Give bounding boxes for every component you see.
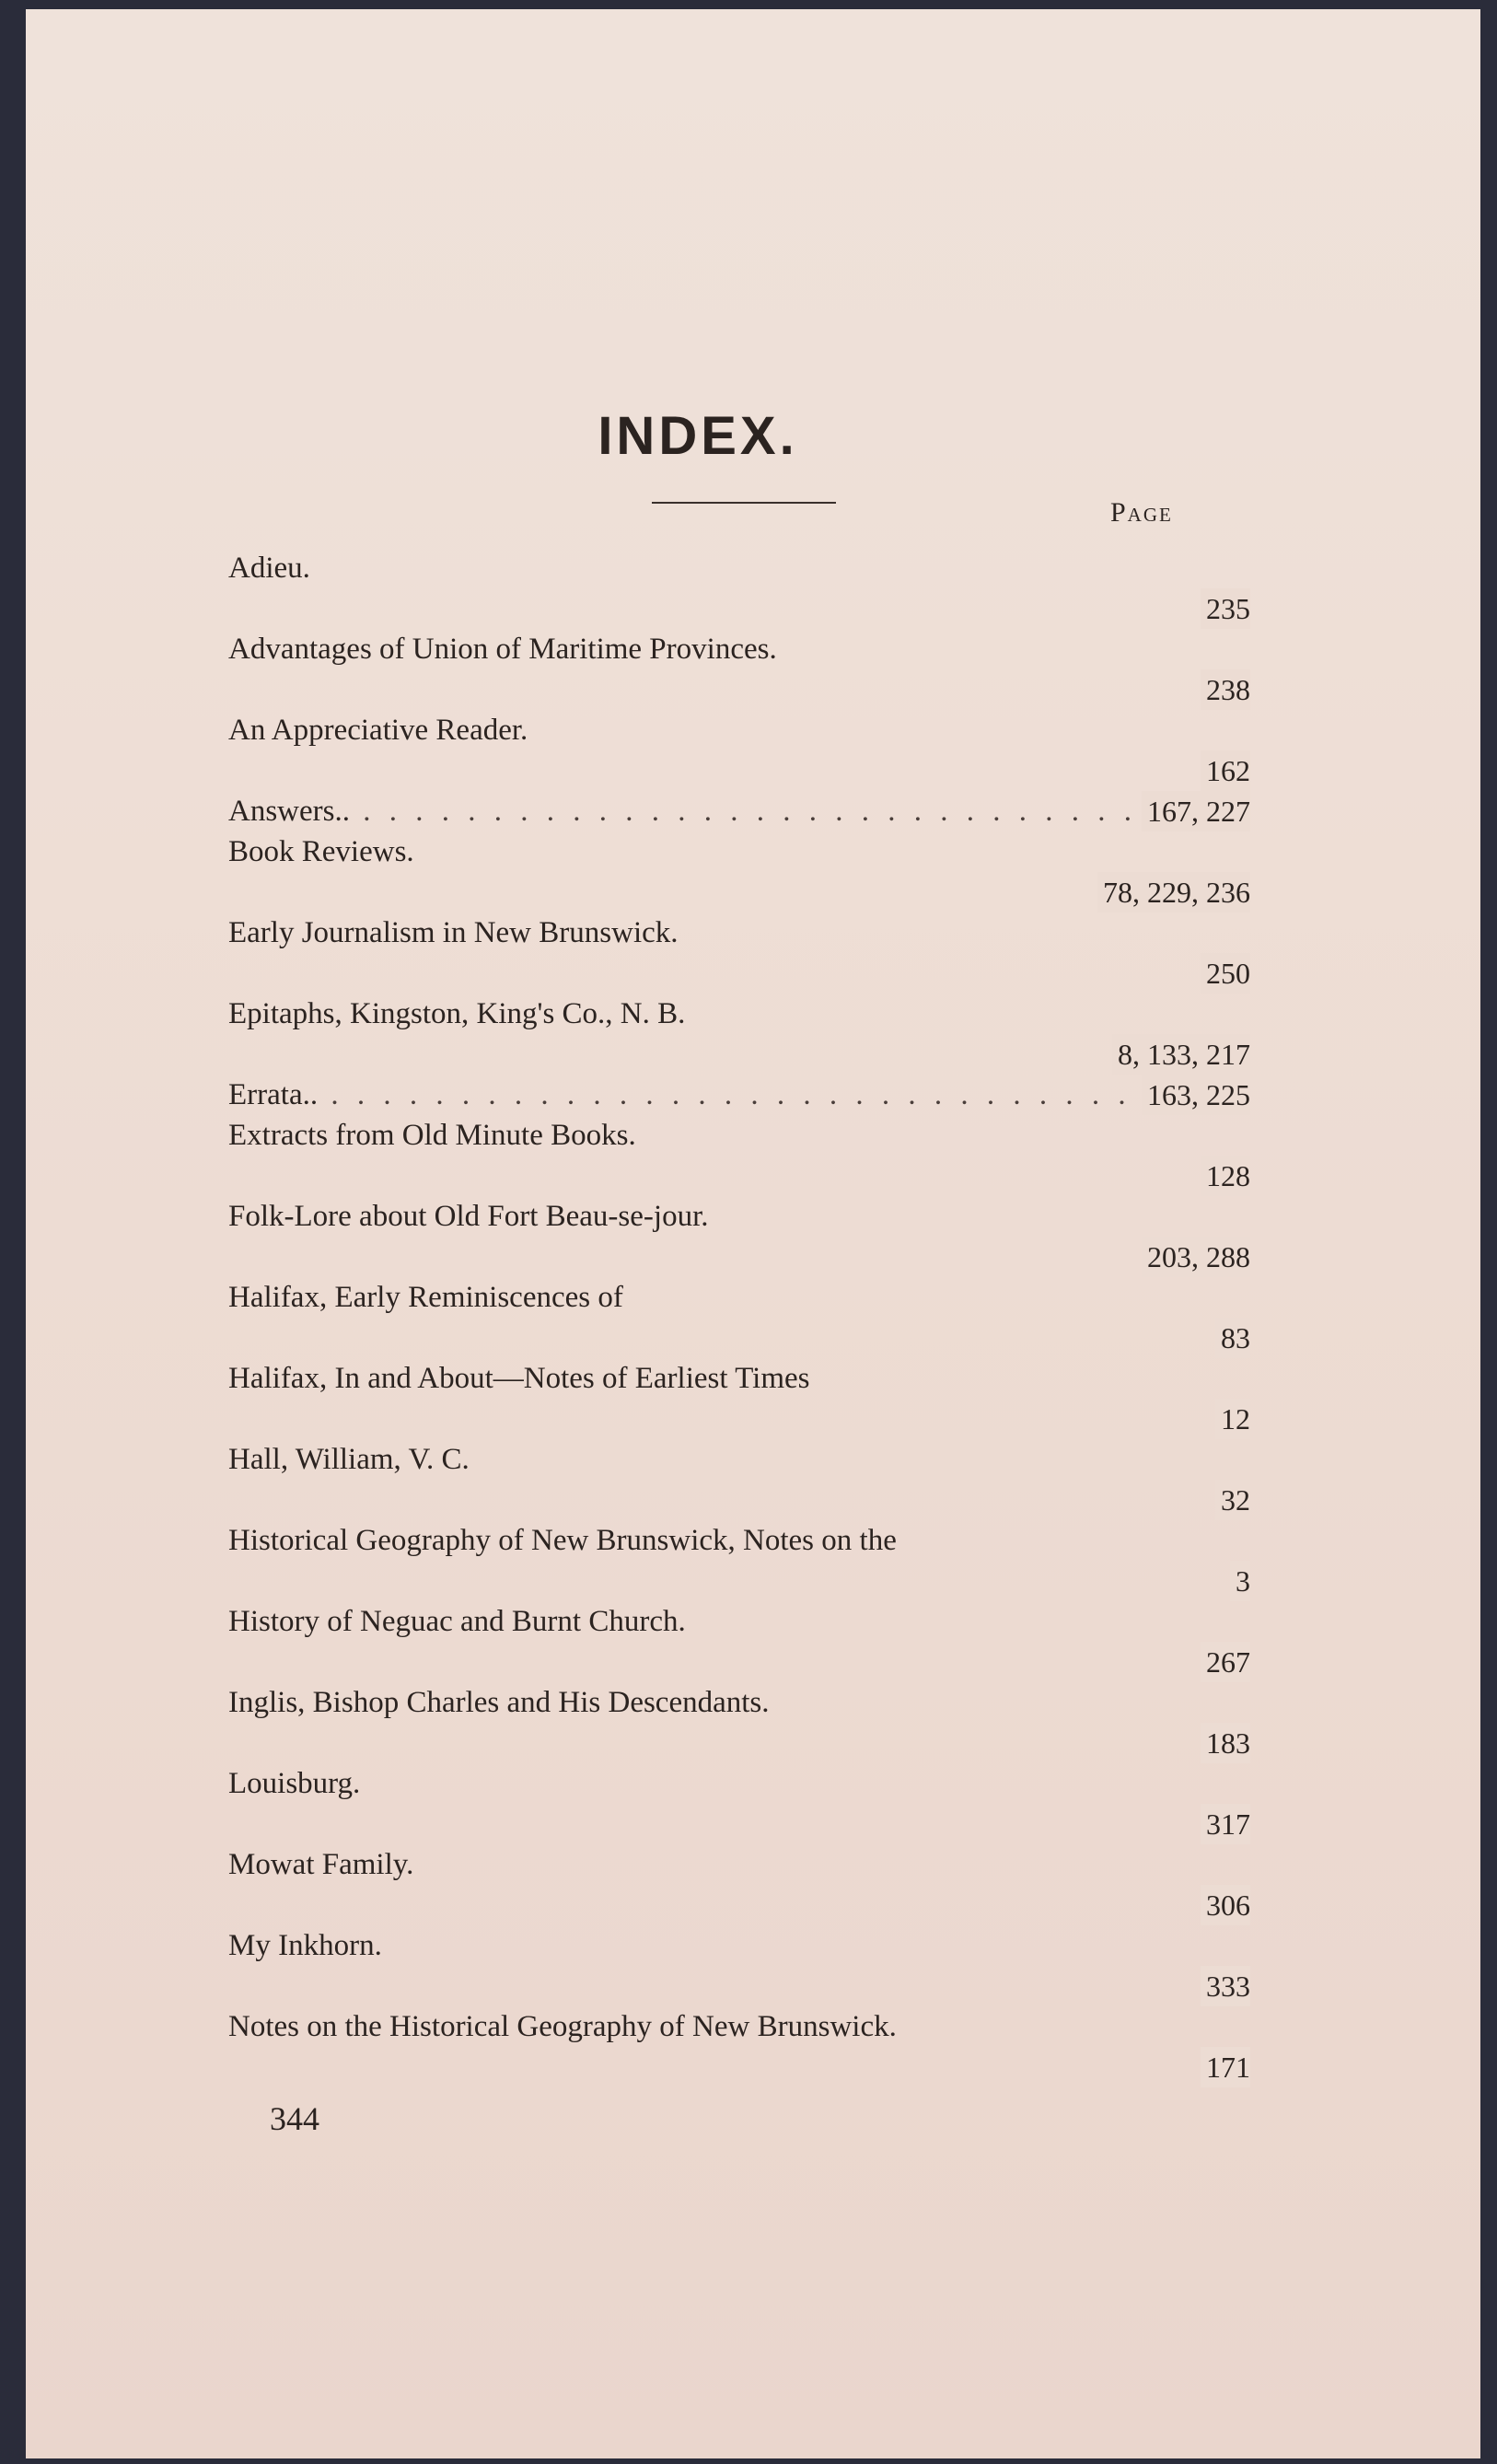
index-entry [228,791,1250,831]
entry-pages: 162 [1201,750,1250,791]
entry-title: Mowat Family. [228,1848,414,1881]
entry-title: Epitaphs, Kingston, King's Co., N. B. [228,997,686,1030]
entry-pages: 163, 225 [1142,1075,1250,1115]
entry-title: Hall, William, V. C. [228,1443,470,1476]
entry-pages: 250 [1201,953,1250,994]
index-entry [228,1844,1250,1925]
book-page [26,9,1480,2458]
entry-pages: 317 [1201,1804,1250,1844]
entry-pages: 235 [1201,588,1250,629]
entry-pages: 267 [1201,1642,1250,1682]
entry-title: Halifax, In and About—Notes of Earliest Times [228,1362,810,1395]
entry-pages: 167, 227 [1142,791,1250,831]
entry-title: Answers.. . . . [228,791,1232,831]
entry-pages: 128 [1201,1156,1250,1196]
index-entry [228,1520,1250,1601]
index-entry [228,2006,1250,2087]
entry-title: Halifax, Early Reminiscences of [228,1281,623,1314]
entry-title: Errata.. . . . [228,1075,1232,1115]
entry-title: History of Neguac and Burnt Church. [228,1605,686,1638]
entry-pages: 83 [1215,1318,1250,1358]
entry-pages: 183 [1201,1723,1250,1763]
entry-title: Historical Geography of New Brunswick, Notes on the [228,1524,897,1557]
entry-pages: 238 [1201,669,1250,710]
page-title: INDEX. [598,406,798,466]
title-rule [652,502,836,504]
entry-title: My Inkhorn. [228,1929,382,1962]
index-entry [228,1682,1250,1763]
entry-pages: 78, 229, 236 [1097,872,1250,912]
entry-title: Louisburg. [228,1767,361,1800]
entry-title: Early Journalism in New Brunswick. [228,916,679,949]
index-entry [228,1925,1250,2006]
entry-title: Adieu. [228,552,310,585]
index-entry [228,1601,1250,1682]
entry-title: Inglis, Bishop Charles and His Descendants. [228,1686,770,1719]
entry-title: An Appreciative Reader. [228,714,528,747]
entry-pages: 171 [1201,2047,1250,2087]
index-entry [228,629,1250,710]
entry-pages: 8, 133, 217 [1112,1034,1250,1075]
entry-pages: 306 [1201,1885,1250,1925]
index-entry [228,548,1250,629]
page-number: 344 [270,2100,319,2137]
entry-pages: 203, 288 [1142,1237,1250,1277]
entry-title: Extracts from Old Minute Books. [228,1119,636,1152]
index-entry [228,1115,1250,1196]
index-entry [228,710,1250,791]
index-entry [228,1763,1250,1844]
entry-title: Folk-Lore about Old Fort Beau-se-jour. [228,1200,709,1233]
entry-title: Book Reviews. [228,835,414,868]
entry-pages: 12 [1215,1399,1250,1439]
index-entry [228,912,1250,994]
page-column-header: Page [1110,497,1173,528]
entry-pages: 3 [1230,1561,1250,1601]
index-entry [228,831,1250,912]
index-entry [228,1439,1250,1520]
index-entry [228,1358,1250,1439]
entry-pages: 333 [1201,1966,1250,2006]
index-entry [228,994,1250,1075]
entry-title: Advantages of Union of Maritime Provinces. [228,633,777,666]
index-entry [228,1277,1250,1358]
index-list [228,548,1250,2087]
entry-pages: 32 [1215,1480,1250,1520]
entry-title: Notes on the Historical Geography of New Brunswick. [228,2010,897,2043]
index-entry [228,1196,1250,1277]
index-entry [228,1075,1250,1115]
